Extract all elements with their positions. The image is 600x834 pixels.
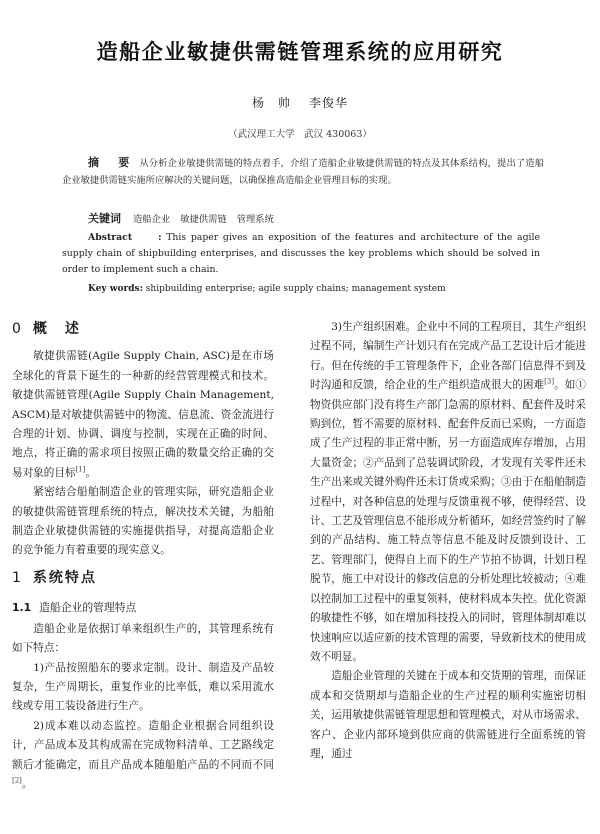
keyword: 敏捷供需链	[180, 214, 227, 225]
author-name: 李俊华	[309, 96, 349, 110]
section-title: 系统特点	[32, 569, 97, 586]
paragraph: 造船企业管理的关键在于成本和交货期的管理，而保证成本和交货期却与造船企业的生产过程的顺利实施密切相关，运用敏捷供需链管理思想和管理模式，对从市场需求、客户、企业内部环境到供应商的供需链进行全面系统的管理，通过	[310, 670, 586, 760]
abstract-english-text: This paper gives an exposition of the features and architecture of the agile supply chain of shipbuilding enterprises, and discusses the key problems which should be solved in order to implement such a chain.	[62, 232, 540, 275]
abstract-chinese-text: 从分析企业敏捷供需链的特点着手，介绍了造船企业敏捷供需链的特点及其体系结构，提出了造船企业敏捷供需链实施所应解决的关键问题，以确保推高造船企业管理目标的实现。	[62, 158, 544, 186]
keywords-english: Key words: shipbuilding enterprise; agile supply chains; management system	[88, 284, 446, 294]
subsection-number: 1.1	[12, 601, 32, 615]
citation: [3]	[544, 377, 555, 386]
citation: [2]	[12, 776, 22, 785]
right-column	[310, 318, 586, 764]
citation: [1]	[75, 465, 86, 474]
paragraph: 造船企业是依据订单来组织生产的，其管理系统有如下特点：	[12, 622, 274, 655]
keywords-english-label: Key words	[88, 284, 140, 294]
abstract-english-label: Abstract	[88, 232, 133, 243]
section-heading	[12, 320, 274, 339]
paragraph: 1)产品按照船东的要求定制。设计、制造及产品较复杂，生产周期长，重复作业的比率低，难以采用流水线或专用工装设备进行生产。	[12, 661, 274, 713]
affiliation: （武汉理工大学 武汉 430063）	[228, 129, 372, 140]
author-name: 杨 帅	[251, 96, 291, 110]
keywords-chinese-label: 关键词	[88, 212, 121, 225]
subsection-heading	[12, 598, 274, 617]
section-title: 概 述	[32, 321, 81, 337]
left-column	[12, 316, 274, 794]
section-heading	[12, 569, 274, 588]
abstract-english: Abstract : This paper gives an exposition of the features and architecture of the agile supply chain of shipbuilding enterprises, and discusses the key problems which should be solved in order to implement such a chain.	[62, 232, 540, 275]
author-line	[0, 94, 600, 111]
keywords-english-text: shipbuilding enterprise; agile supply chains; management system	[145, 284, 446, 294]
paragraph: 紧密结合船舶制造企业的管理实际，研究造船企业的敏捷供需链管理系统的特点，解决技术关键，为船舶制造企业敏捷供需链的实施提供指导，对提高造船企业的竞争能力有着重要的现实意义。	[12, 486, 274, 557]
section-number: 1	[12, 569, 23, 586]
paragraph: 敏捷供需链(Agile Supply Chain, ASC)是在市场全球化的背景下诞生的一种新的经营管理模式和技术。敏捷供需链管理(Agile Supply Chain Management, ASCM)是对敏捷供需链中的物流、信息流、资金流进行合理的计划、协调、调度与控制，实现在正确的时间、地点，将正确的需求项目按照正确的数量交给正确的交易对象的目标[1]。	[12, 350, 274, 479]
keyword: 管理系统	[236, 214, 274, 225]
paragraph: 3)生产组织困难。企业中不同的工程项目，其生产组织过程不同，编制生产计划只有在完成产品工艺设计后才能进行。但在传统的手工管理条件下，企业各部门信息得不到及时沟通和反馈，给企业的生产组织造成很大的困难[3]。如①物资供应部门没有将生产部门急需的原材料、配套件及时采购到位，暂不需要的原材料、配套件反而已采购，一方面造成了生产过程的非正常中断，另一方面造成库存增加，占用大量资金；②产品到了总装调试阶段，才发现有关零件还未生产出来或关键外购件还未订货或采购；③由于在船舶制造过程中，对各种信息的处理与反馈重视不够，使得经营、设计、工艺及管理信息不能形成分析循环，如经营签约时了解到的产品结构、施工特点等信息不能及时反馈到设计、工艺、管理部门，使得自上而下的生产节拍不协调，计划日程脱节，施工中对设计的修改信息的分析处理比较被动；④难以控制加工过程中的重复领料，使材料成本失控。优化资源的敏捷性不够，如在增加科技投入的同时，管理体制却难以快速响应以适应新的技术管理的需要，导致新技术的使用成效不明显。	[310, 321, 587, 663]
keywords-chinese	[88, 210, 548, 226]
section-number: 0	[12, 321, 23, 337]
abstract-chinese-label: 摘 要	[88, 156, 134, 169]
paragraph: 2)成本难以动态监控。造船企业根据合同组织设计，产品成本及其构成需在完成物料清单、工艺路线定额后才能确定，而且产品成本随船舶产品的不同而不同[2]。	[12, 719, 274, 790]
abstract-chinese	[62, 154, 544, 189]
subsection-title: 造船企业的管理特点	[39, 601, 137, 615]
keyword: 造船企业	[133, 214, 171, 225]
paper-title: 造船企业敏捷供需链管理系统的应用研究	[96, 40, 504, 64]
